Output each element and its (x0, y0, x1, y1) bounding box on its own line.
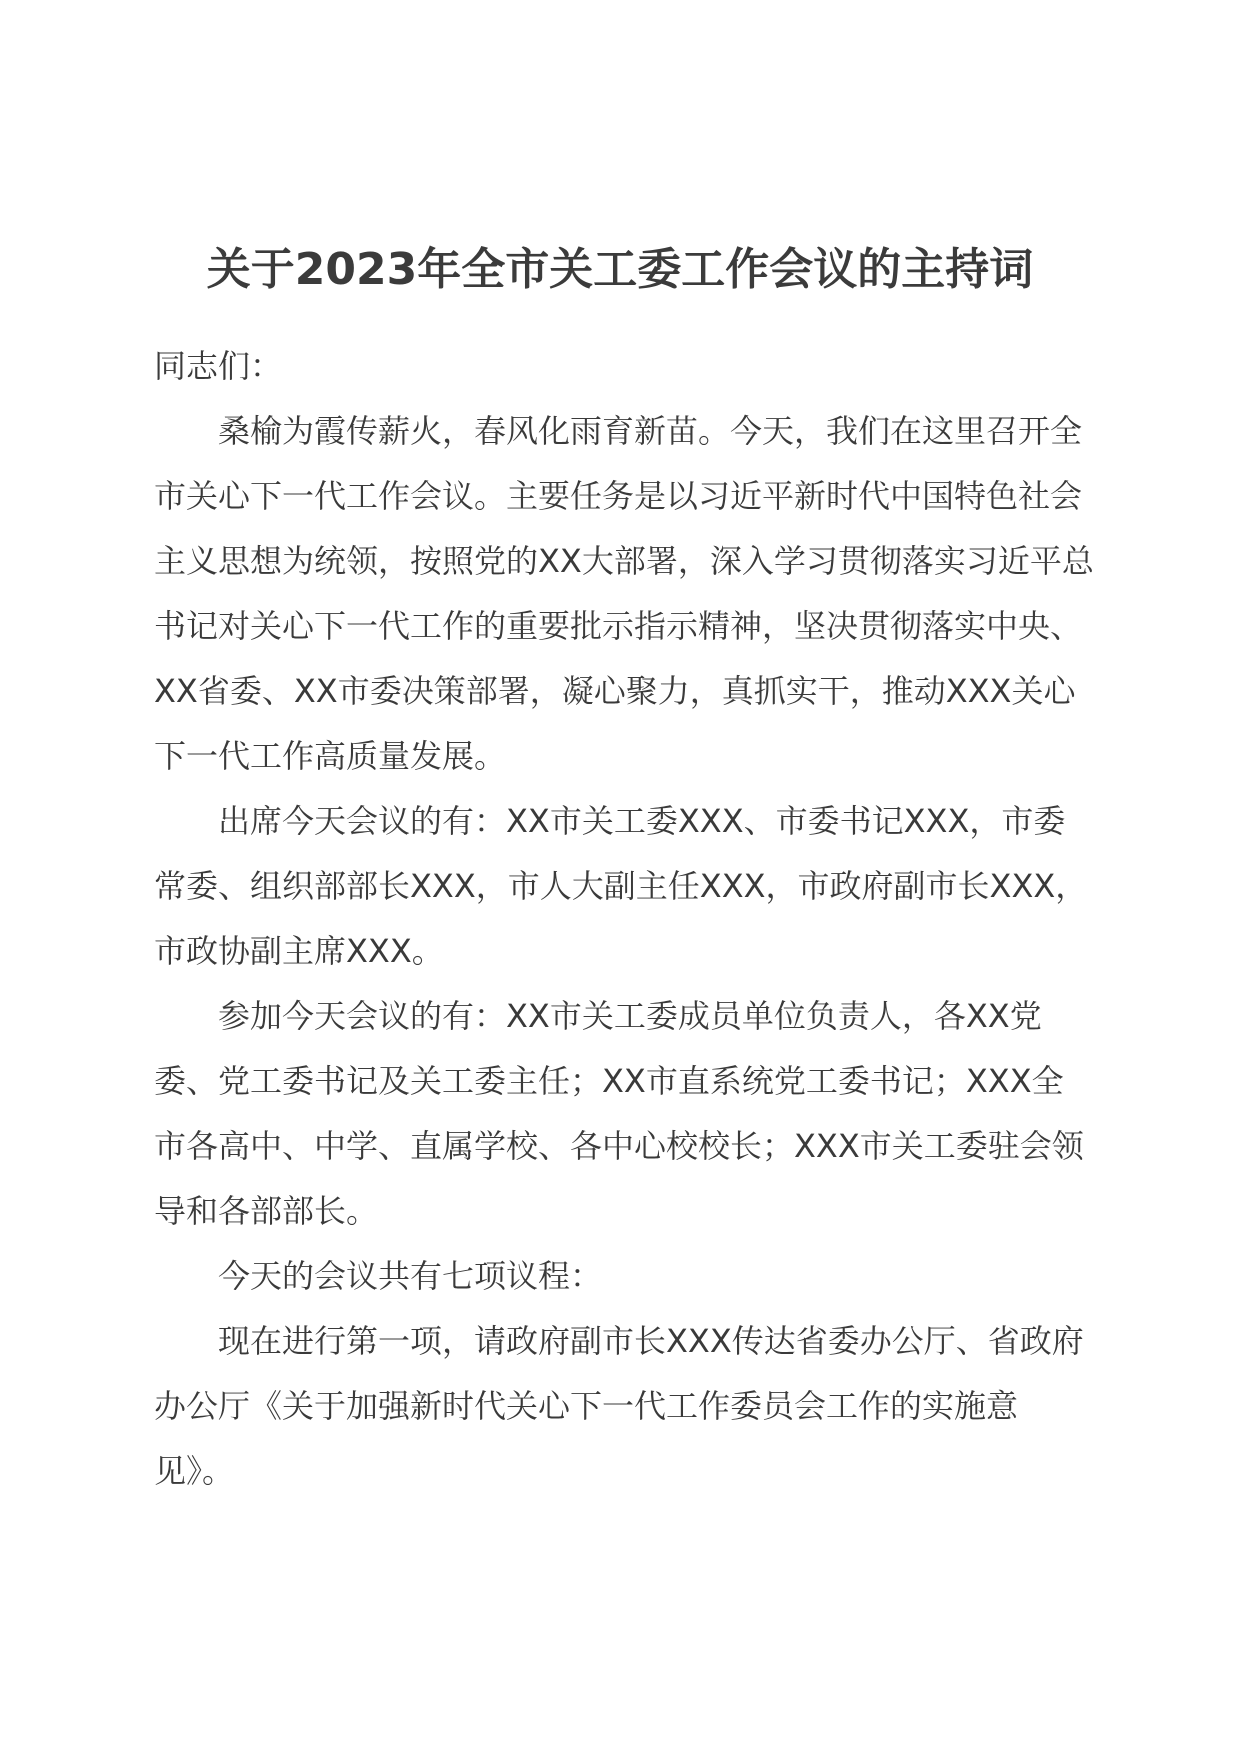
document-body (154, 334, 1094, 1504)
paragraph-opening: 桑榆为霞传薪火，春风化雨育新苗。今天，我们在这里召开全市关心下一代工作会议。主要任务是以习近平新时代中国特色社会主义思想为统领，按照党的XX大部署，深入学习贯彻落实习近平总书记对关心下一代工作的重要批示指示精神，坚决贯彻落实中央、XX省委、XX市委决策部署，凝心聚力，真抓实干，推动XXX关心下一代工作高质量发展。 (154, 412, 1094, 775)
paragraph-agenda-intro: 今天的会议共有七项议程： (218, 1257, 603, 1295)
paragraph-attendees-participating: 参加今天会议的有：XX市关工委成员单位负责人，各XX党委、党工委书记及关工委主任；XX市直系统党工委书记；XXX全市各高中、中学、直属学校、各中心校校长；XXX市关工委驻会领导和各部部长。 (154, 997, 1084, 1230)
salutation: 同志们： (154, 347, 283, 385)
document-title: 关于2023年全市关工委工作会议的主持词 (206, 244, 1034, 295)
paragraph-agenda-item-one: 现在进行第一项，请政府副市长XXX传达省委办公厅、省政府办公厅《关于加强新时代关心下一代工作委员会工作的实施意见》。 (154, 1322, 1084, 1490)
paragraph-attendees-present: 出席今天会议的有：XX市关工委XXX、市委书记XXX，市委常委、组织部部长XXX，市人大副主任XXX，市政府副市长XXX，市政协副主席XXX。 (154, 802, 1088, 970)
